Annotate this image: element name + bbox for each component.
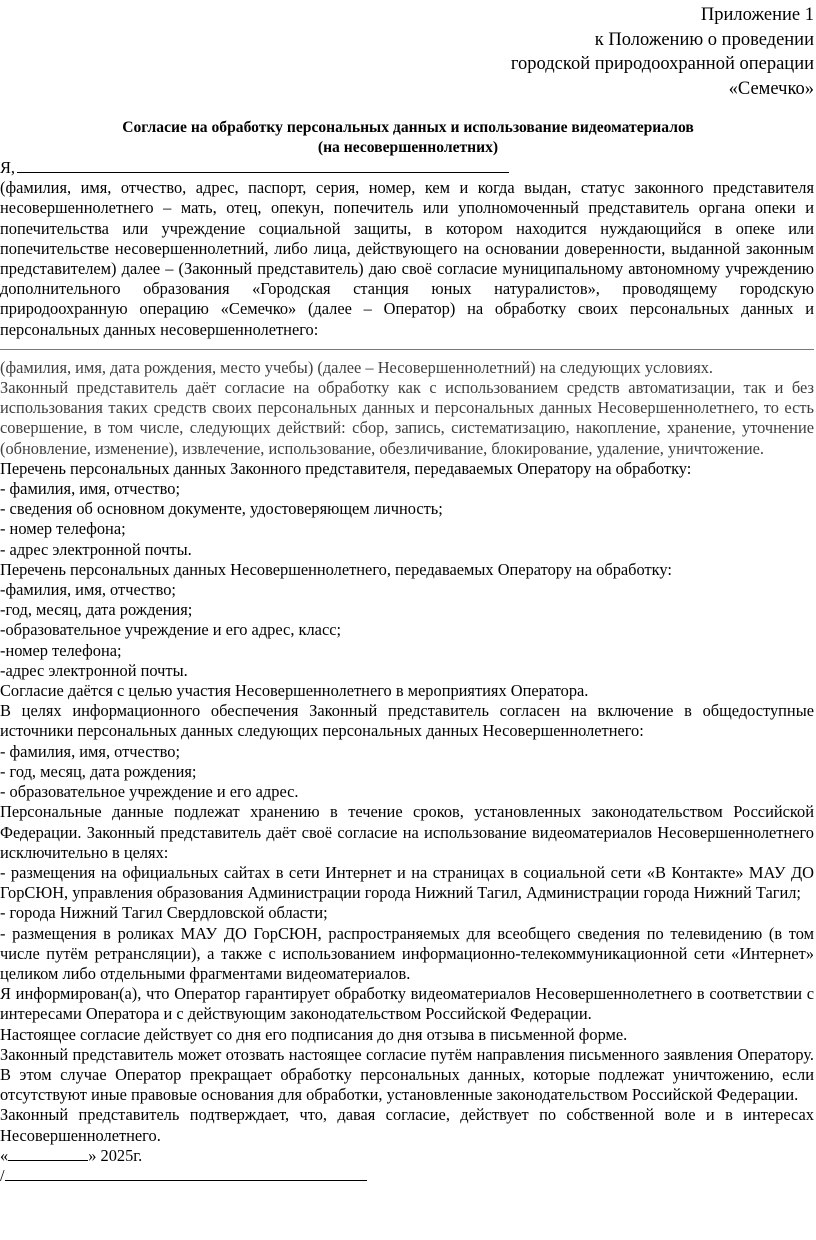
date-open-quote: « <box>0 1145 9 1165</box>
consent-purpose: Согласие даётся с целью участия Несовершеннолетнего в мероприятиях Оператора. <box>0 681 589 701</box>
date-close-year: » 2025г. <box>88 1145 143 1165</box>
storage-paragraph: Персональные данные подлежат хранению в течение сроков, установленных законодательством Российской Федерации. Законный представитель даёт своё согласие на использование видеоматериалов Несовершеннолетнего исключительно в целях: <box>0 802 814 862</box>
list-item: -фамилия, имя, отчество; <box>0 580 176 600</box>
list-item: - размещения в роликах МАУ ДО ГорСЮН, распространяемых для всеобщего сведения по телевидению (в том числе путём ретрансляции), а также с использованием информационно-телекоммуникационной сети «Интернет» целиком либо отдельными фрагментами видеоматериалов. <box>0 923 814 983</box>
appendix-line-2: к Положению о проведении <box>594 29 814 50</box>
list-item: - адрес электронной почты. <box>0 539 192 559</box>
list-item: - сведения об основном документе, удостоверяющем личность; <box>0 499 443 519</box>
appendix-line-3: городской природоохранной операции <box>510 54 814 74</box>
document-title <box>0 118 816 158</box>
public-sources-intro: В целях информационного обеспечения Законный представитель согласен на включение в общедоступные источники персональных данных следующих персональных данных Несовершеннолетнего: <box>0 701 814 741</box>
minor-name-field[interactable] <box>0 349 814 350</box>
list-item: -номер телефона; <box>0 640 122 660</box>
list-item: - образовательное учреждение и его адрес. <box>0 782 299 802</box>
minor-list-title: Перечень персональных данных Несовершеннолетнего, передаваемых Оператору на обработку: <box>0 559 672 579</box>
appendix-line-1: Приложение 1 <box>700 5 814 25</box>
list-item: - номер телефона; <box>0 519 126 539</box>
list-item: -образовательное учреждение и его адрес, класс; <box>0 620 342 640</box>
date-line <box>0 1146 814 1166</box>
appendix-header <box>511 3 814 101</box>
ya-line <box>0 158 814 178</box>
representative-name-field[interactable] <box>17 158 509 173</box>
informed-paragraph: Я информирован(а), что Оператор гарантирует обработку видеоматериалов Несовершеннолетнего в соответствии с интересами Оператора и с действующим законодательством Российской Федерации. <box>0 984 814 1024</box>
list-item: - фамилия, имя, отчество; <box>0 741 181 761</box>
validity-paragraph: Настоящее согласие действует со дня его подписания до дня отзыва в письменной форме. <box>0 1024 628 1044</box>
rep-list-title: Перечень персональных данных Законного представителя, передаваемых Оператору на обработку: <box>0 458 692 478</box>
list-item: -адрес электронной почты. <box>0 660 188 680</box>
consent-actions: Законный представитель даёт согласие на обработку как с использованием средств автоматизации, так и без использования таких средств своих персональных данных и персональных данных Несовершеннолетнего, то есть совершение, в том числе, следующих действий: сбор, запись, систематизацию, накопление, хранение, уточнение (обновление, изменение), извлечение, использование, обезличивание, блокирование, удаление, уничтожение. <box>0 378 814 458</box>
list-item: - год, месяц, дата рождения; <box>0 761 197 781</box>
list-item: - города Нижний Тагил Свердловской области; <box>0 903 328 923</box>
list-item: - размещения на официальных сайтах в сети Интернет и на страницах в социальной сети «В Контакте» МАУ ДО ГорСЮН, управления образования Администрации города Нижний Тагил, Администрации города Нижний Тагил; <box>0 862 814 903</box>
representative-description: (фамилия, имя, отчество, адрес, паспорт, серия, номер, кем и когда выдан, статус законного представителя несовершеннолетнего – мать, отец, опекун, попечитель или уполномоченный представитель органа опеки и попечительства или учреждение социальной защиты, в котором находится нуждающийся в опеке или попечительстве несовершеннолетний, либо лица, действующего на основании доверенности, выданной законным представителем) далее – (Законный представитель) даю своё согласие муниципальному автономному учреждению дополнительного образования «Городская станция юных натуралистов», проводящему городскую природоохранную операцию «Семечко» (далее – Оператор) на обработку своих персональных данных и персональных данных несовершеннолетнего: <box>0 178 814 339</box>
list-item: - фамилия, имя, отчество; <box>0 479 181 499</box>
title-line-2: (на несовершеннолетних) <box>317 139 499 156</box>
document-body <box>0 158 814 1186</box>
list-item: -год, месяц, дата рождения; <box>0 600 193 620</box>
minor-description: (фамилия, имя, дата рождения, место учебы) (далее – Несовершеннолетний) на следующих условиях. <box>0 357 714 377</box>
signature-line <box>0 1166 814 1186</box>
date-day-field[interactable] <box>8 1146 88 1161</box>
signature-slash: / <box>0 1165 5 1185</box>
title-line-1: Согласие на обработку персональных данных и использование видеоматериалов <box>122 119 694 136</box>
ya-label: Я, <box>0 158 16 177</box>
appendix-line-4: «Семечко» <box>728 78 814 99</box>
signature-field[interactable] <box>5 1166 367 1181</box>
confirm-paragraph: Законный представитель подтверждает, что, давая согласие, действует по собственной воле и в интересах Несовершеннолетнего. <box>0 1105 814 1145</box>
revoke-paragraph: Законный представитель может отозвать настоящее согласие путём направления письменного заявления Оператору. В этом случае Оператор прекращает обработку персональных данных, которые подлежат уничтожению, если отсутствуют иные правовые основания для обработки, установленные законодательством Российской Федерации. <box>0 1044 814 1105</box>
